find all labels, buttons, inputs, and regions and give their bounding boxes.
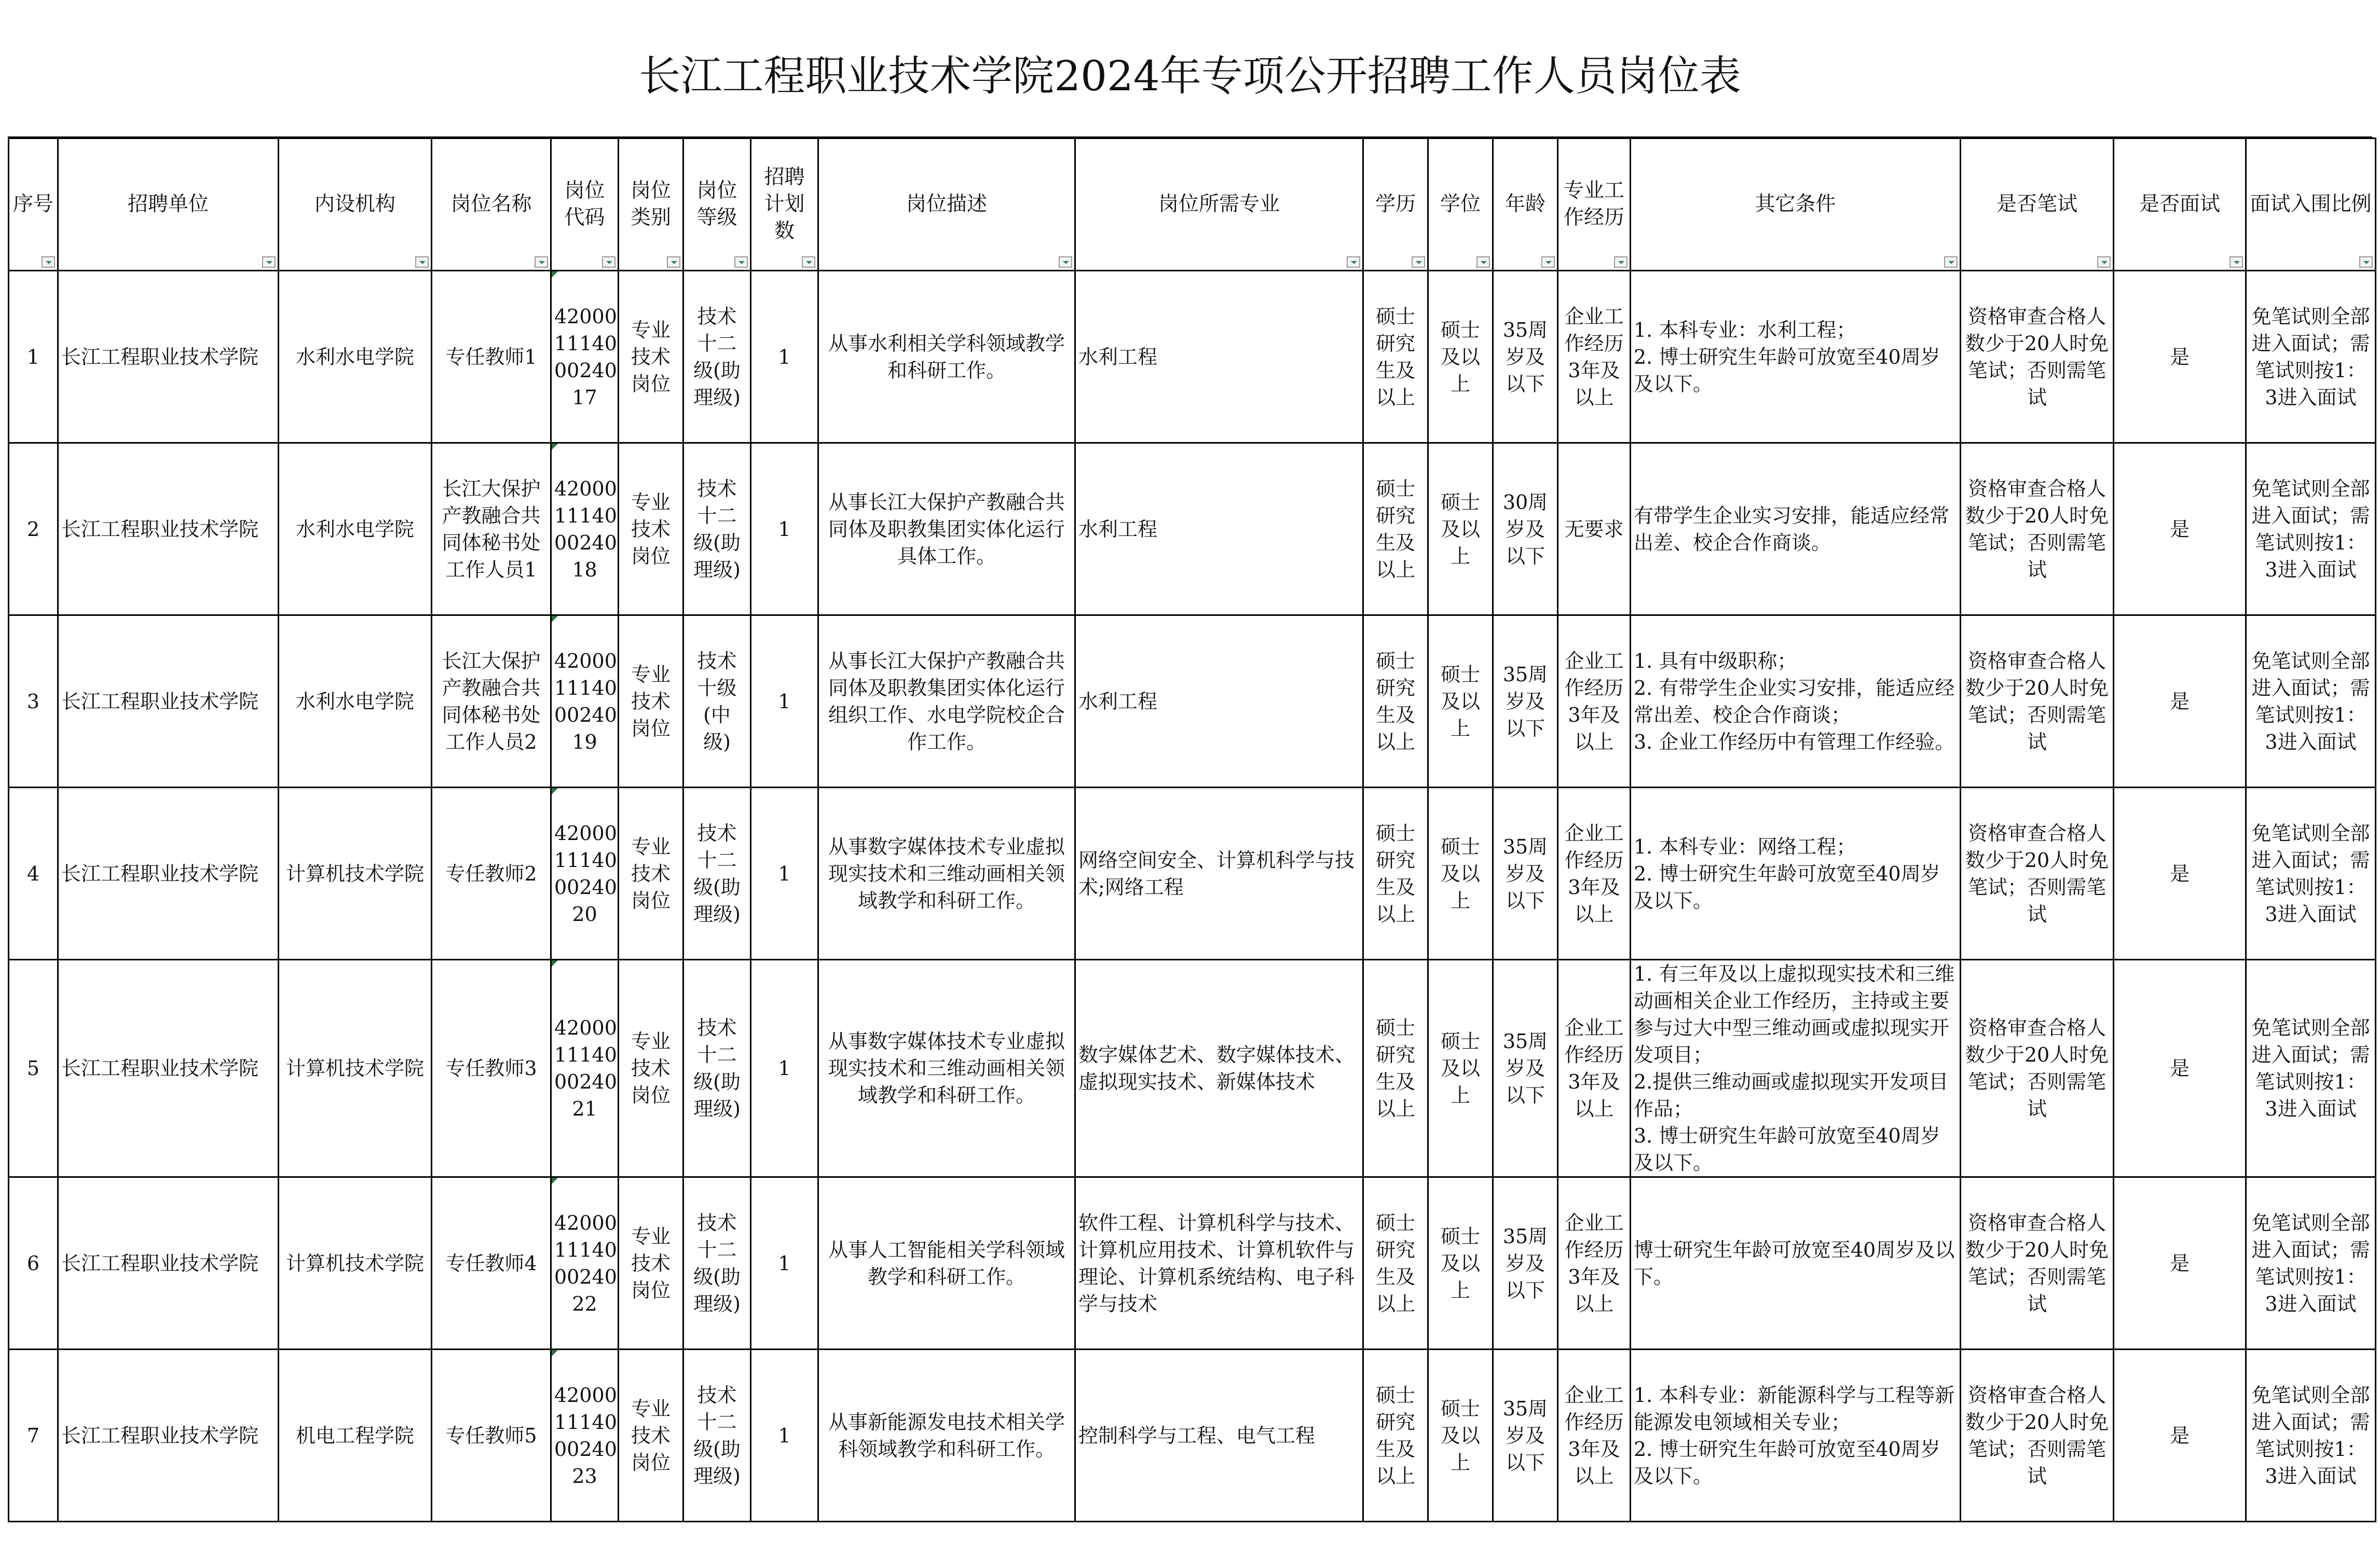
cell-description: 从事数字媒体技术专业虚拟现实技术和三维动画相关领域教学和科研工作。 [818, 960, 1075, 1177]
table-row [9, 1350, 2376, 1522]
cell-interview-ratio: 免笔试则全部进入面试；需笔试则按1：3进入面试 [2246, 271, 2376, 443]
positions-table [8, 137, 2376, 1522]
cell-degree: 硕士 及以 上 [1428, 1177, 1493, 1350]
cell-seq: 1 [9, 271, 58, 443]
filter-dropdown-icon[interactable] [667, 256, 680, 268]
cell-age: 35周 岁及 以下 [1493, 1177, 1558, 1350]
table-row [9, 615, 2376, 788]
cell-degree: 硕士 及以 上 [1428, 1350, 1493, 1522]
filter-dropdown-icon[interactable] [1944, 256, 1958, 268]
header-row [9, 139, 2376, 271]
cell-dept: 计算机技术学院 [279, 788, 432, 960]
cell-level: 技术 十二 级(助 理级) [683, 443, 751, 615]
table-row [9, 788, 2376, 960]
cell-age: 35周 岁及 以下 [1493, 788, 1558, 960]
filter-dropdown-icon[interactable] [1476, 256, 1490, 268]
cell-age: 35周 岁及 以下 [1493, 1350, 1558, 1522]
filter-dropdown-icon[interactable] [262, 256, 276, 268]
cell-description: 从事数字媒体技术专业虚拟现实技术和三维动画相关领域教学和科研工作。 [818, 788, 1075, 960]
cell-seq: 3 [9, 615, 58, 788]
cell-dept: 计算机技术学院 [279, 1177, 432, 1350]
cell-interview-ratio: 免笔试则全部进入面试；需笔试则按1：3进入面试 [2246, 1177, 2376, 1350]
cell-interview-ratio: 免笔试则全部进入面试；需笔试则按1：3进入面试 [2246, 615, 2376, 788]
cell-education: 硕士 研究 生及 以上 [1363, 443, 1428, 615]
cell-age: 30周 岁及 以下 [1493, 443, 1558, 615]
cell-other-conditions: 1. 本科专业：网络工程； 2. 博士研究生年龄可放宽至40周岁及以下。 [1631, 788, 1961, 960]
column-header-label: 招聘单位 [127, 192, 209, 216]
cell-unit: 长江工程职业技术学院 [58, 1177, 279, 1350]
cell-major: 网络空间安全、计算机科学与技术;网络工程 [1075, 788, 1363, 960]
column-header [1558, 139, 1631, 271]
column-header-label: 学位 [1440, 192, 1481, 216]
cell-major: 数字媒体艺术、数字媒体技术、虚拟现实技术、新媒体技术 [1075, 960, 1363, 1177]
column-header [551, 139, 619, 271]
column-header-label: 序号 [12, 192, 53, 216]
filter-dropdown-icon[interactable] [2229, 256, 2243, 268]
filter-dropdown-icon[interactable] [1541, 256, 1555, 268]
cell-other-conditions: 1. 本科专业：水利工程； 2. 博士研究生年龄可放宽至40周岁及以下。 [1631, 271, 1961, 443]
title-bar [8, 8, 2372, 137]
cell-description: 从事水利相关学科领域教学和科研工作。 [818, 271, 1075, 443]
cell-interview: 是 [2114, 788, 2246, 960]
cell-category: 专业 技术 岗位 [619, 1177, 683, 1350]
cell-education: 硕士 研究 生及 以上 [1363, 1177, 1428, 1350]
cell-level: 技术 十级 (中 级) [683, 615, 751, 788]
cell-degree: 硕士 及以 上 [1428, 960, 1493, 1177]
column-header [1363, 139, 1428, 271]
cell-category: 专业 技术 岗位 [619, 1350, 683, 1522]
column-header [58, 139, 279, 271]
cell-seq: 6 [9, 1177, 58, 1350]
cell-unit: 长江工程职业技术学院 [58, 443, 279, 615]
cell-interview: 是 [2114, 443, 2246, 615]
column-header-label: 岗位 类别 [630, 179, 671, 229]
cell-post: 专任教师4 [432, 1177, 551, 1350]
column-header [818, 139, 1075, 271]
column-header-label: 面试入围比例 [2250, 192, 2372, 216]
cell-post: 专任教师1 [432, 271, 551, 443]
cell-category: 专业 技术 岗位 [619, 788, 683, 960]
cell-level: 技术 十二 级(助 理级) [683, 960, 751, 1177]
cell-written-exam: 资格审查合格人数少于20人时免笔试；否则需笔试 [1961, 615, 2114, 788]
column-header-label: 专业工 作经历 [1563, 179, 1624, 229]
cell-major: 水利工程 [1075, 615, 1363, 788]
column-header-label: 岗位所需专业 [1158, 192, 1280, 216]
filter-dropdown-icon[interactable] [1614, 256, 1627, 268]
cell-interview-ratio: 免笔试则全部进入面试；需笔试则按1：3进入面试 [2246, 788, 2376, 960]
column-header [2246, 139, 2376, 271]
cell-description: 从事新能源发电技术相关学科领域教学和科研工作。 [818, 1350, 1075, 1522]
cell-other-conditions: 有带学生企业实习安排，能适应经常出差、校企合作商谈。 [1631, 443, 1961, 615]
cell-written-exam: 资格审查合格人数少于20人时免笔试；否则需笔试 [1961, 443, 2114, 615]
column-header [1631, 139, 1961, 271]
cell-level: 技术 十二 级(助 理级) [683, 1177, 751, 1350]
cell-experience: 企业工 作经历 3年及 以上 [1558, 960, 1631, 1177]
cell-dept: 计算机技术学院 [279, 960, 432, 1177]
cell-dept: 机电工程学院 [279, 1350, 432, 1522]
cell-age: 35周 岁及 以下 [1493, 271, 1558, 443]
table-row [9, 443, 2376, 615]
cell-education: 硕士 研究 生及 以上 [1363, 271, 1428, 443]
cell-post: 长江大保护产教融合共同体秘书处工作人员2 [432, 615, 551, 788]
cell-plan: 1 [751, 960, 818, 1177]
cell-code: 42000 11140 00240 19 [551, 615, 619, 788]
cell-post: 专任教师5 [432, 1350, 551, 1522]
cell-interview: 是 [2114, 1177, 2246, 1350]
cell-degree: 硕士 及以 上 [1428, 443, 1493, 615]
cell-interview: 是 [2114, 960, 2246, 1177]
cell-unit: 长江工程职业技术学院 [58, 271, 279, 443]
column-header [279, 139, 432, 271]
cell-interview-ratio: 免笔试则全部进入面试；需笔试则按1：3进入面试 [2246, 1350, 2376, 1522]
cell-education: 硕士 研究 生及 以上 [1363, 960, 1428, 1177]
cell-interview: 是 [2114, 271, 2246, 443]
column-header-label: 岗位描述 [906, 192, 987, 216]
column-header [1428, 139, 1493, 271]
cell-education: 硕士 研究 生及 以上 [1363, 1350, 1428, 1522]
column-header [751, 139, 818, 271]
cell-plan: 1 [751, 443, 818, 615]
filter-dropdown-icon[interactable] [415, 256, 429, 268]
cell-level: 技术 十二 级(助 理级) [683, 788, 751, 960]
cell-seq: 2 [9, 443, 58, 615]
cell-major: 软件工程、计算机科学与技术、计算机应用技术、计算机软件与理论、计算机系统结构、电子科学与技术 [1075, 1177, 1363, 1350]
column-header-label: 学历 [1375, 192, 1416, 216]
cell-category: 专业 技术 岗位 [619, 615, 683, 788]
cell-experience: 企业工 作经历 3年及 以上 [1558, 615, 1631, 788]
cell-interview: 是 [2114, 1350, 2246, 1522]
cell-written-exam: 资格审查合格人数少于20人时免笔试；否则需笔试 [1961, 271, 2114, 443]
cell-degree: 硕士 及以 上 [1428, 615, 1493, 788]
cell-dept: 水利水电学院 [279, 271, 432, 443]
column-header-label: 其它条件 [1755, 192, 1836, 216]
cell-education: 硕士 研究 生及 以上 [1363, 615, 1428, 788]
cell-seq: 7 [9, 1350, 58, 1522]
cell-unit: 长江工程职业技术学院 [58, 1350, 279, 1522]
cell-code: 42000 11140 00240 18 [551, 443, 619, 615]
cell-unit: 长江工程职业技术学院 [58, 788, 279, 960]
column-header-label: 是否笔试 [1996, 192, 2077, 216]
filter-dropdown-icon[interactable] [2097, 256, 2111, 268]
filter-dropdown-icon[interactable] [1059, 256, 1072, 268]
cell-post: 长江大保护产教融合共同体秘书处工作人员1 [432, 443, 551, 615]
cell-code: 42000 11140 00240 21 [551, 960, 619, 1177]
column-header-label: 岗位 代码 [564, 179, 605, 229]
cell-major: 水利工程 [1075, 443, 1363, 615]
filter-dropdown-icon[interactable] [1412, 256, 1425, 268]
cell-interview-ratio: 免笔试则全部进入面试；需笔试则按1：3进入面试 [2246, 443, 2376, 615]
cell-dept: 水利水电学院 [279, 615, 432, 788]
column-header-label: 岗位 等级 [696, 179, 737, 229]
cell-degree: 硕士 及以 上 [1428, 788, 1493, 960]
column-header [432, 139, 551, 271]
cell-plan: 1 [751, 788, 818, 960]
cell-code: 42000 11140 00240 22 [551, 1177, 619, 1350]
cell-written-exam: 资格审查合格人数少于20人时免笔试；否则需笔试 [1961, 1350, 2114, 1522]
column-header-label: 年龄 [1504, 192, 1545, 216]
cell-unit: 长江工程职业技术学院 [58, 960, 279, 1177]
cell-experience: 企业工 作经历 3年及 以上 [1558, 271, 1631, 443]
cell-category: 专业 技术 岗位 [619, 960, 683, 1177]
cell-dept: 水利水电学院 [279, 443, 432, 615]
cell-interview: 是 [2114, 615, 2246, 788]
filter-dropdown-icon[interactable] [1347, 256, 1360, 268]
cell-other-conditions: 1. 有三年及以上虚拟现实技术和三维动画相关企业工作经历，主持或主要参与过大中型三维动画或虚拟现实开发项目； 2.提供三维动画或虚拟现实开发项目作品； 3. 博士研究生年龄可放宽至40周岁及以下。 [1631, 960, 1961, 1177]
filter-dropdown-icon[interactable] [42, 256, 55, 268]
column-header-label: 是否面试 [2139, 192, 2220, 216]
cell-interview-ratio: 免笔试则全部进入面试；需笔试则按1：3进入面试 [2246, 960, 2376, 1177]
cell-level: 技术 十二 级(助 理级) [683, 1350, 751, 1522]
cell-major: 水利工程 [1075, 271, 1363, 443]
column-header [2114, 139, 2246, 271]
cell-major: 控制科学与工程、电气工程 [1075, 1350, 1363, 1522]
cell-experience: 企业工 作经历 3年及 以上 [1558, 1350, 1631, 1522]
column-header-label: 内设机构 [314, 192, 395, 216]
table-row [9, 960, 2376, 1177]
cell-level: 技术 十二 级(助 理级) [683, 271, 751, 443]
column-header [9, 139, 58, 271]
table-row [9, 1177, 2376, 1350]
filter-dropdown-icon[interactable] [2359, 256, 2373, 268]
filter-dropdown-icon[interactable] [535, 256, 548, 268]
cell-age: 35周 岁及 以下 [1493, 615, 1558, 788]
column-header [1493, 139, 1558, 271]
cell-code: 42000 11140 00240 20 [551, 788, 619, 960]
cell-code: 42000 11140 00240 17 [551, 271, 619, 443]
column-header [1075, 139, 1363, 271]
column-header [1961, 139, 2114, 271]
cell-written-exam: 资格审查合格人数少于20人时免笔试；否则需笔试 [1961, 788, 2114, 960]
cell-degree: 硕士 及以 上 [1428, 271, 1493, 443]
cell-description: 从事人工智能相关学科领域教学和科研工作。 [818, 1177, 1075, 1350]
column-header-label: 招聘 计划 数 [764, 166, 805, 243]
cell-description: 从事长江大保护产教融合共同体及职教集团实体化运行组织工作、水电学院校企合作工作。 [818, 615, 1075, 788]
cell-seq: 5 [9, 960, 58, 1177]
cell-code: 42000 11140 00240 23 [551, 1350, 619, 1522]
filter-dropdown-icon[interactable] [802, 256, 815, 268]
cell-other-conditions: 博士研究生年龄可放宽至40周岁及以下。 [1631, 1177, 1961, 1350]
cell-written-exam: 资格审查合格人数少于20人时免笔试；否则需笔试 [1961, 960, 2114, 1177]
filter-dropdown-icon[interactable] [602, 256, 615, 268]
filter-dropdown-icon[interactable] [734, 256, 748, 268]
cell-plan: 1 [751, 1177, 818, 1350]
cell-post: 专任教师3 [432, 960, 551, 1177]
cell-plan: 1 [751, 615, 818, 788]
page-title: 长江工程职业技术学院2024年专项公开招聘工作人员岗位表 [639, 51, 1741, 100]
cell-plan: 1 [751, 1350, 818, 1522]
cell-description: 从事长江大保护产教融合共同体及职教集团实体化运行具体工作。 [818, 443, 1075, 615]
cell-plan: 1 [751, 271, 818, 443]
column-header-label: 岗位名称 [450, 192, 532, 216]
table-row [9, 271, 2376, 443]
cell-experience: 企业工 作经历 3年及 以上 [1558, 788, 1631, 960]
cell-category: 专业 技术 岗位 [619, 443, 683, 615]
cell-experience: 无要求 [1558, 443, 1631, 615]
column-header [683, 139, 751, 271]
cell-written-exam: 资格审查合格人数少于20人时免笔试；否则需笔试 [1961, 1177, 2114, 1350]
cell-other-conditions: 1. 具有中级职称； 2. 有带学生企业实习安排，能适应经常出差、校企合作商谈； 3. 企业工作经历中有管理工作经验。 [1631, 615, 1961, 788]
cell-age: 35周 岁及 以下 [1493, 960, 1558, 1177]
cell-unit: 长江工程职业技术学院 [58, 615, 279, 788]
cell-category: 专业 技术 岗位 [619, 271, 683, 443]
cell-post: 专任教师2 [432, 788, 551, 960]
cell-seq: 4 [9, 788, 58, 960]
cell-education: 硕士 研究 生及 以上 [1363, 788, 1428, 960]
column-header [619, 139, 683, 271]
cell-other-conditions: 1. 本科专业：新能源科学与工程等新能源发电领域相关专业； 2. 博士研究生年龄可放宽至40周岁及以下。 [1631, 1350, 1961, 1522]
cell-experience: 企业工 作经历 3年及 以上 [1558, 1177, 1631, 1350]
